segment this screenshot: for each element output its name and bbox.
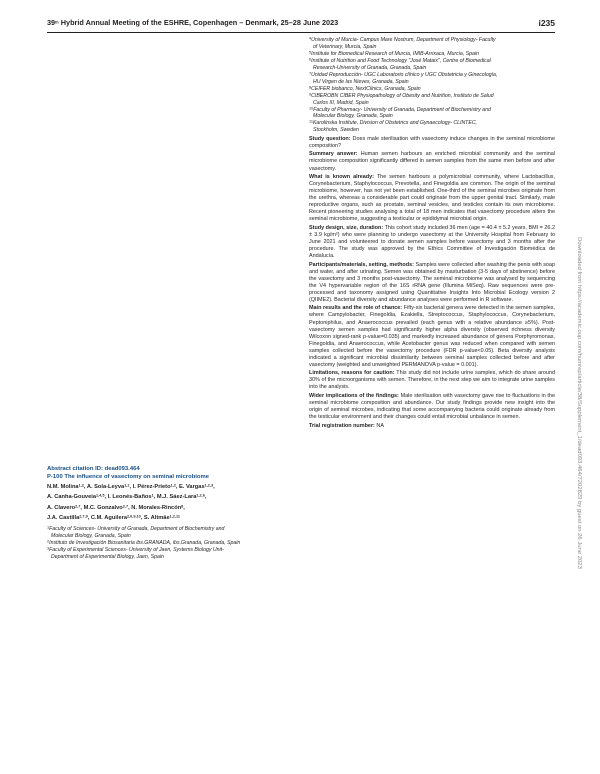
author-name: M.C. Gonzalvo [83, 504, 123, 511]
affiliation-number: 7 [309, 71, 312, 76]
affiliation [309, 86, 555, 93]
affiliation [47, 540, 292, 547]
author-separator: , [80, 504, 84, 511]
section-text: The semen harbours a polymicrobial community, where Lactobacillus, Corynebacterium, Staphylococcus, Prevotella, and Finegoldia are common. The origin of the seminal microbiome, however, has not yet been established. One-third of the seminal microbes originate from the urethra, whereas a considerable part could originate from the upper genital tract. Similarly, male reproductive organs, such as prostate, seminal vesicles, and testicles contain its own microbiome. Recent pioneering studies analysing a total of 18 men indicates that vasectomy procedure alters the seminal microbiome, suggesting a testicular or epididymal microbial origin. [309, 174, 555, 223]
affiliation-number: 8 [309, 85, 312, 90]
affiliation-text: Stockholm, Sweden [313, 127, 359, 134]
affiliation-text: Faculty of Pharmacy- University of Granada, Department of Biochemistry and [313, 106, 491, 113]
affiliation [309, 37, 555, 44]
right-column [309, 37, 555, 430]
abstract-section [309, 262, 555, 304]
affiliation-continued [309, 44, 555, 51]
affiliation-continued [309, 79, 555, 86]
section-label: Limitations, reasons for caution: [309, 370, 395, 377]
citation-id: Abstract citation ID: dead093.464 [47, 466, 140, 472]
section-label: Trial registration number: [309, 422, 375, 429]
left-column [47, 465, 292, 561]
affiliation-text: Department of Experimental Biology, Jaen, Spain [51, 554, 164, 560]
affiliation-continued [47, 554, 292, 561]
author-name: A. Clavero [47, 504, 76, 511]
author-separator: , [183, 504, 185, 511]
section-text: This cohort study included 36 men (age = 40.4 ± 5.2 years, BMI = 26.2 ± 3.9 kg/m²) who were planning to undergo vasectomy at the University Hospital from February to June 2021 and volunteered to donate semen samples before vasectomy and 3 months after the procedure. The study was approved by the Ethics Committee of Investigación Biomédica de Andalucía. [309, 224, 555, 260]
section-label: Summary answer: [309, 151, 358, 158]
affiliation [47, 526, 292, 533]
author-name: N. Morales-Rincón [131, 504, 182, 511]
affiliation-text: of Veterinary, Murcia, Spain [313, 43, 377, 50]
section-text: Samples were collected after washing the penis with soap and water, and after urinating. Semen was obtained by masturbation (3-5 days of abstinence) before the vasectomy and 3 months post-vasectomy. The seminal microbiome was analysed by sequencing the V4 hypervariable region of the 16S rRNA gene (Illumina MiSeq). Raw sequences were pre-processed and taxonomy assigned using Quantitative Insights Into Microbial Ecology version 2 (QIIME2). Bacterial diversity and abundance analyses were performed in R software. [309, 261, 555, 303]
author-separator: , [128, 504, 132, 511]
abstract-section [309, 225, 555, 260]
author-separator: , [204, 494, 207, 501]
affiliation-text: Unidad Reproducción- UGC Laboratorio clínico y UGC Obstetricia y Ginecología, [311, 71, 498, 78]
author-name: E. Vargas [179, 484, 205, 490]
affiliation-number: 1 [47, 525, 50, 530]
affiliation [309, 93, 555, 100]
poster-title: P-100 The influence of vasectomy on seminal microbiome [47, 474, 210, 480]
affiliation-number: 5 [309, 50, 312, 55]
affiliation-continued [309, 100, 555, 107]
author-name: S. Altmäe [143, 514, 170, 521]
abstract-section [309, 151, 555, 172]
author-separator: , [175, 484, 179, 490]
author-name: A. Canha-Gouveia [47, 494, 96, 501]
header-rule [47, 32, 555, 33]
section-text: Fifty-six bacterial genera were detected in the semen samples, where Campylobacter, Finegoldia, Ezakiella, Streptococcus, Staphylococcus, Corynebacterium, Peptoniphilus, and Anaerococcus prevailed (each genus with a relative abundance ≥5%). Post-vasectomy semen samples had significantly higher alpha diversity (observed richness diversity Wilcoxon signed-rank p-value=0.035) and markedly increased abundance of genera Porphyromonas, Finegoldia, and Anaerococcus, while Acetobacter genus was reduced when compared with semen samples collected before the vasectomy procedure (FDR p-value<0.05). Beta diversity analysis indicated a significant microbial dissimilarity between seminal samples collected before and after vasectomy (weighted and unweighted PERMANOVA p-value = 0.001). [309, 305, 555, 368]
section-label: Participants/materials, setting, methods: [309, 261, 414, 268]
affiliations-right [309, 37, 555, 134]
affiliation-number: 2 [47, 539, 50, 544]
author-separator: , [153, 494, 157, 501]
affiliation-text: Instituto de Investigación Biosanitaria ibs.GRANADA, ibs.Granada, Granada, Spain [49, 540, 241, 547]
affiliation-text: Carlos III, Madrid, Spain [313, 99, 369, 106]
author-line [47, 483, 292, 491]
author-separator: , [129, 484, 133, 490]
section-text: Male sterilisation with vasectomy gave rise to fluctuations in the seminal microbiome composition and abundance. Our study findings provide new insight into the origin of seminal microbes, indicating that some accompanying bacteria could originate already from the testicular environment and their changes could entail microbial unbalance in semen. [309, 392, 555, 421]
author-affiliation-marker: 1,2 [170, 483, 176, 488]
author-separator: , [83, 484, 87, 490]
author-name: C.M. Aguilera [90, 514, 128, 521]
author-name: I. Leonés-Baños [107, 494, 152, 501]
affiliation [309, 107, 555, 114]
author-affiliation-marker: 1,2,3 [204, 483, 214, 488]
affiliation-number: 4 [309, 36, 312, 41]
author-affiliation-marker: 2,7 [122, 504, 129, 508]
affiliation-continued [309, 127, 555, 134]
download-watermark [574, 88, 584, 718]
journal-title: 39th Hybrid Annual Meeting of the ESHRE, Copenhagen – Denmark, 25–28 June 2023 [47, 18, 339, 27]
affiliation-text: Karolinska Institute, Division of Obstetrics and Gynaecology- CLINTEC, [312, 120, 478, 127]
author-list [47, 483, 292, 522]
author-affiliation-marker: 1,2,11 [169, 514, 180, 519]
affiliations-left [47, 526, 292, 561]
affiliation-text: Faculty of Experimental Sciences- University of Jaen, Systems Biology Unit- [49, 547, 224, 554]
author-line [47, 493, 292, 501]
affiliation-number: 6 [309, 57, 312, 62]
affiliation-number: 3 [47, 546, 50, 551]
section-label: Main results and the role of chance: [309, 305, 403, 312]
abstract-section [309, 305, 555, 368]
author-affiliation-marker: 1,2,6 [196, 493, 205, 498]
affiliation-number: 10 [309, 105, 314, 110]
author-affiliation-marker: 2,6,9,10 [127, 514, 141, 519]
author-name: N.M. Molina [47, 484, 79, 490]
affiliation [309, 120, 555, 127]
affiliation-text: Molecular Biology, Granada, Spain [313, 113, 393, 120]
author-affiliation-marker: 1,2 [124, 483, 130, 488]
affiliation [309, 51, 555, 58]
author-line [47, 504, 292, 512]
affiliation-text: Institute for Biomedical Research of Murcia, IMIB-Arrixaca, Murcia, Spain [311, 50, 479, 57]
author-name: I. Pérez-Prieto [132, 484, 171, 490]
author-name: M.J. Sáez-Lara [156, 494, 197, 501]
abstract-section [309, 370, 555, 391]
author-line [47, 514, 292, 522]
abstract-section [309, 423, 555, 430]
author-name: J.A. Castilla [47, 514, 80, 521]
author-separator: , [87, 514, 91, 521]
download-notice: Downloaded from https://academic.oup.com/humrep/article/38/Supplement_1/dead093.464/7202829 by guest on 26 June 2023 [576, 237, 582, 569]
abstract-section [309, 136, 555, 150]
author-name: A. Sola-Leyva [86, 484, 125, 490]
running-header [47, 17, 555, 29]
author-affiliation-marker: 1 [151, 493, 154, 498]
author-affiliation-marker: 1,2 [78, 483, 84, 488]
abstract-section [309, 393, 555, 421]
section-text: NA [374, 422, 384, 429]
section-text: Human semen harbours an enriched microbial community and the seminal microbiome composition significantly differed in semen samples from the same men before and after vasectomy. [309, 151, 556, 172]
affiliation [309, 72, 555, 79]
affiliation-text: HU Virgen de las Nieves, Granada, Spain [313, 78, 409, 85]
section-label: What is known already: [309, 174, 374, 181]
author-affiliation-marker: 8 [181, 504, 184, 508]
affiliation-number: 11 [309, 119, 313, 124]
author-affiliation-marker: 2,7,9 [79, 514, 88, 519]
author-separator: , [104, 494, 108, 501]
affiliation-text: Faculty of Sciences- University of Granada, Department of Biochemistry and [49, 526, 225, 533]
affiliation-text: CIBEROBN CIBER Physiopathology of Obesity and Nutrition, Instituto de Salud [311, 92, 494, 99]
affiliation-text: Institute of Nutrition and Food Technology "José Mataix", Centre of Biomedical [311, 57, 491, 64]
affiliation [47, 547, 292, 554]
section-label: Study design, size, duration: [309, 224, 384, 231]
abstract-body [309, 136, 555, 430]
section-text: This study did not include urine samples, which do share around 30% of the microorganisms with semen. Therefore, in the next step we aim to integrate urine samples into the analysis. [309, 370, 555, 391]
author-separator: , [140, 514, 144, 521]
author-separator: , [213, 484, 215, 490]
affiliation [309, 58, 555, 65]
page-number: i235 [538, 18, 555, 28]
affiliation-text: Research-University of Granada, Granada, Spain [313, 64, 427, 71]
affiliation-continued [309, 65, 555, 72]
section-label: Study question: [309, 135, 351, 142]
section-label: Wider implications of the findings: [309, 392, 399, 399]
section-text: Does male sterilisation with vasectomy induce changes in the seminal microbiome composition? [309, 135, 555, 149]
affiliation-text: University of Murcia- Campus Mare Nostrum, Department of Physiology- Faculty [311, 37, 496, 43]
affiliation-number: 9 [309, 92, 312, 97]
abstract-section [309, 174, 555, 223]
affiliation-text: Molecular Biology, Granada, Spain [51, 533, 131, 540]
author-affiliation-marker: 2,7 [75, 504, 81, 508]
affiliation-text: CEIFER biobanco, NextClinics, Granada, Spain [311, 85, 421, 92]
author-affiliation-marker: 1,4,5 [96, 493, 105, 498]
